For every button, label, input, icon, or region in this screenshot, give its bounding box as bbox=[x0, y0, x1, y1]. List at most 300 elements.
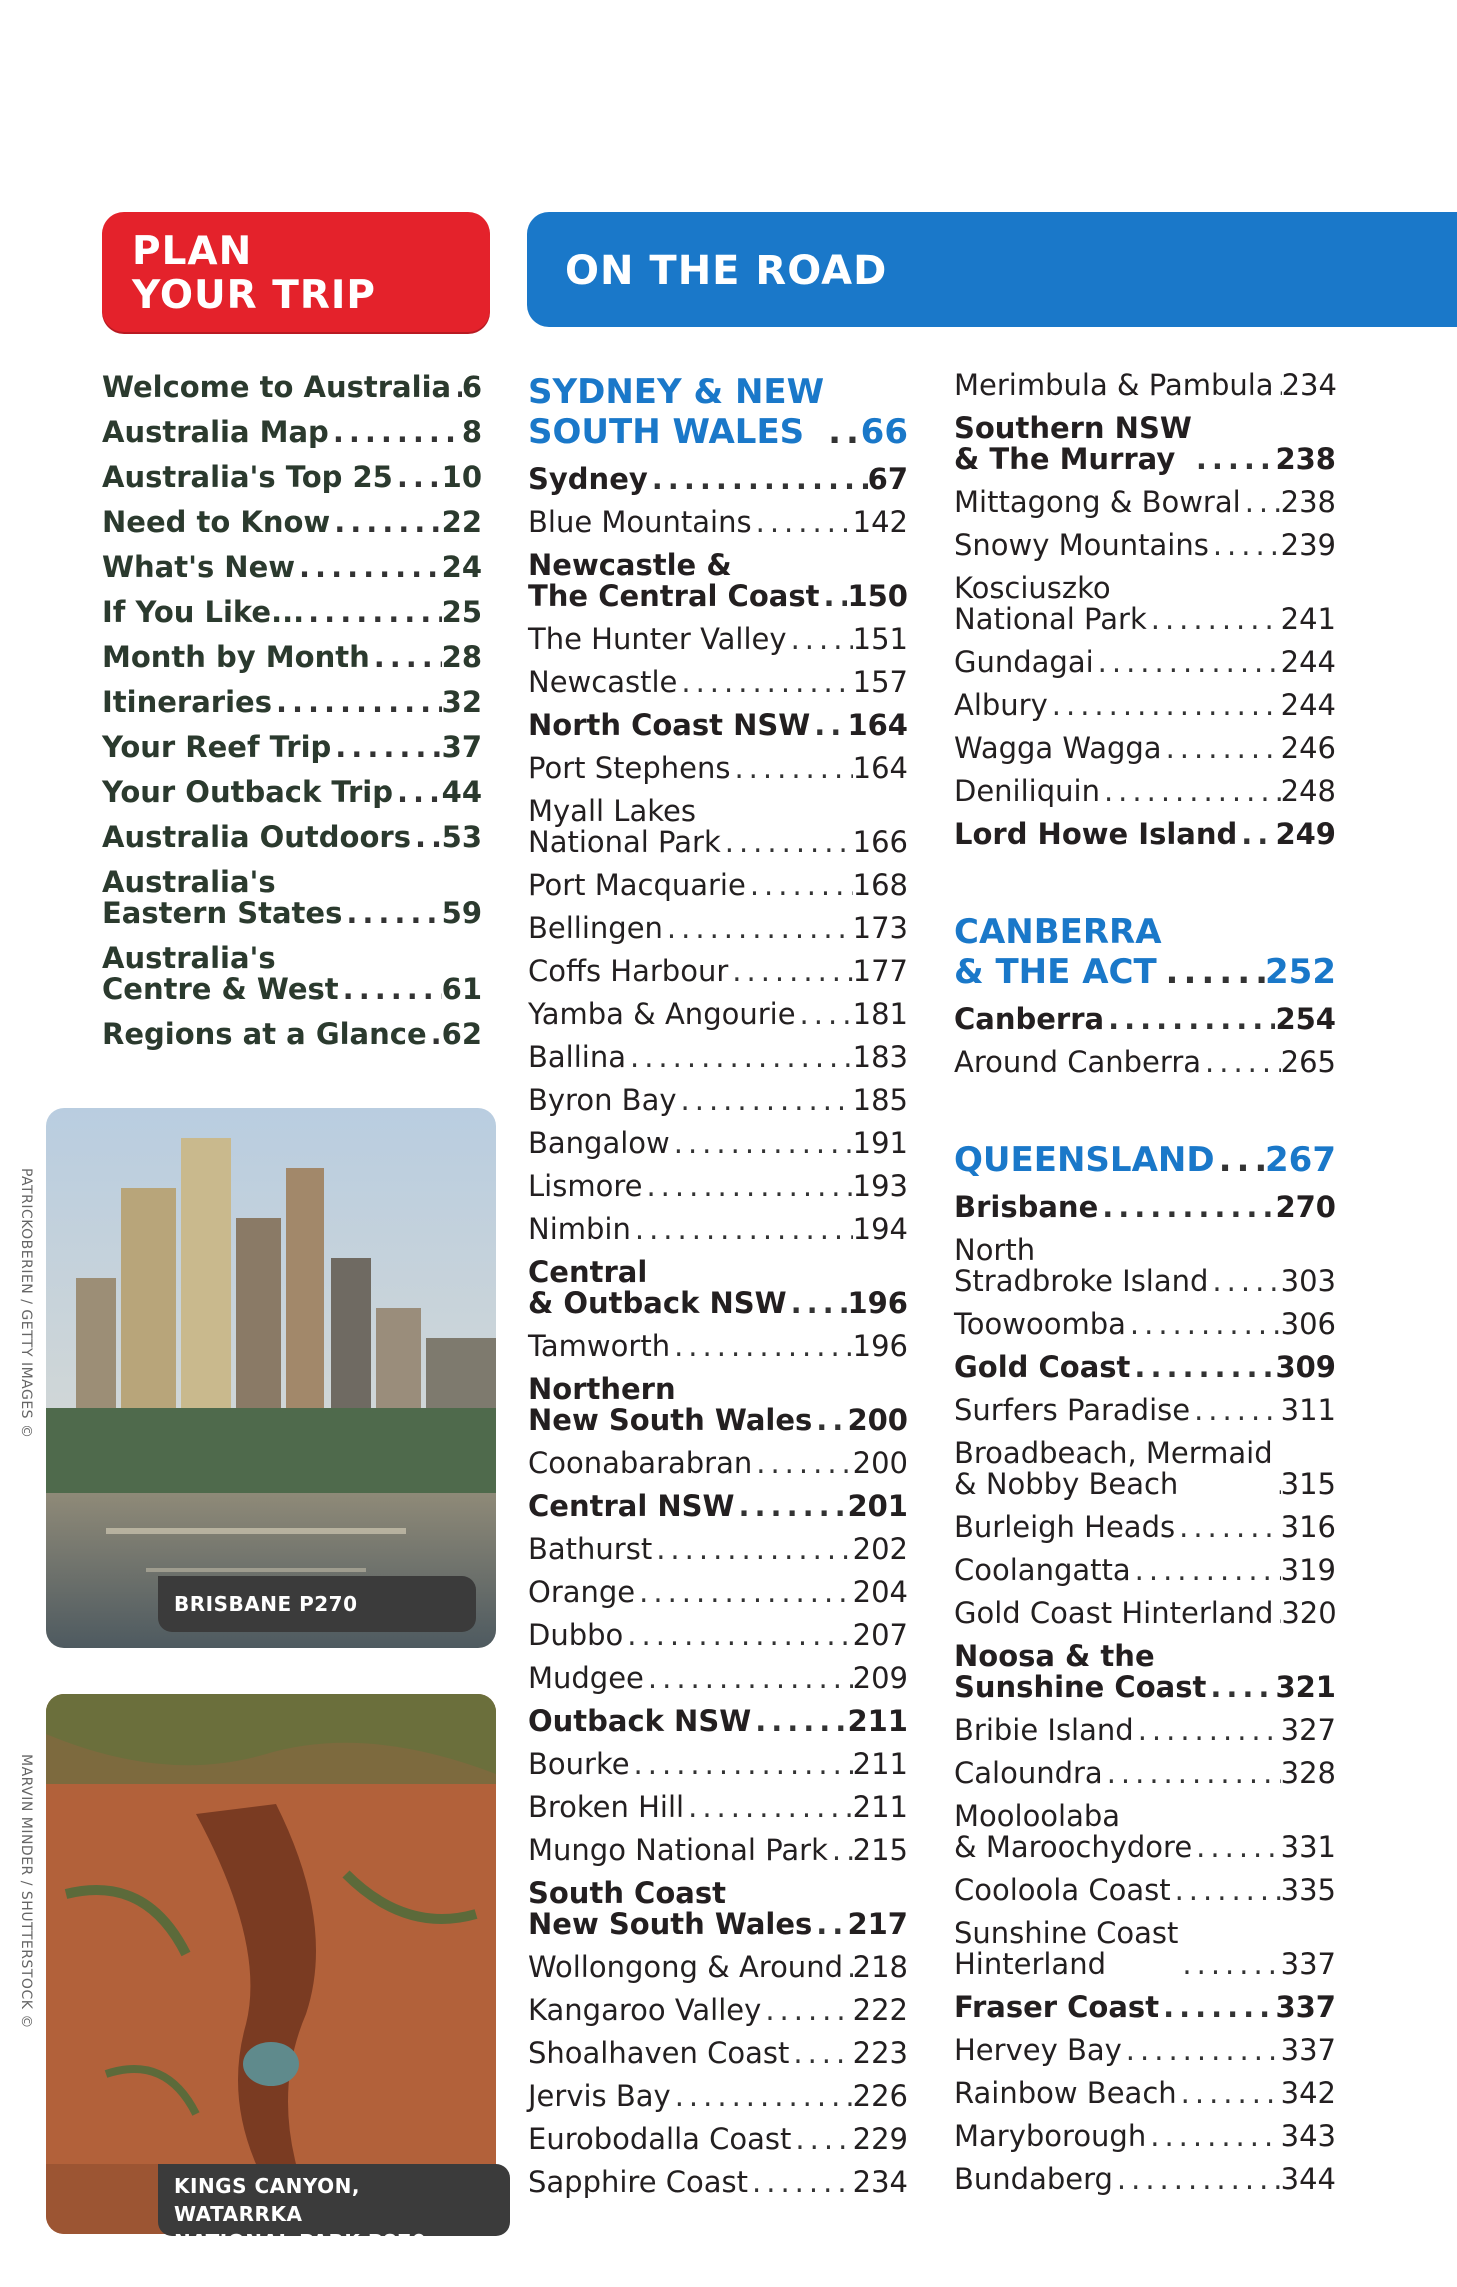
toc-entry-port-stephens bbox=[528, 753, 908, 784]
toc-entry-title bbox=[528, 2038, 789, 2069]
toc-leader-dots bbox=[828, 1835, 853, 1866]
toc-entry-title bbox=[954, 573, 1147, 635]
toc-leader-dots bbox=[735, 1491, 848, 1522]
toc-entry-title bbox=[528, 1620, 623, 1651]
toc-entry-queensland bbox=[954, 1140, 1336, 1180]
toc-entry-title-line: & THE ACT bbox=[954, 952, 1157, 992]
toc-entry-title bbox=[528, 1534, 652, 1565]
toc-page-number: 164 bbox=[852, 751, 908, 785]
toc-page-number: 25 bbox=[441, 595, 482, 629]
toc-entry-title bbox=[954, 2164, 1113, 2195]
toc-page-number: 254 bbox=[1275, 1002, 1336, 1036]
toc-leader-dots bbox=[427, 1019, 442, 1050]
toc-page-number: 194 bbox=[852, 1212, 908, 1246]
toc-leader-dots bbox=[331, 732, 441, 763]
kings-caption-line1: KINGS CANYON, WATARRKA bbox=[174, 2174, 360, 2226]
toc-leader-dots bbox=[1171, 1875, 1281, 1906]
toc-entry-nimbin bbox=[528, 1214, 908, 1245]
toc-page-number: 201 bbox=[847, 1489, 908, 1523]
toc-entry-title bbox=[528, 2124, 791, 2155]
toc-page-number: 67 bbox=[867, 462, 908, 496]
toc-entry-title-line: Month by Month bbox=[102, 640, 370, 674]
toc-entry-sydney-new-south-wales bbox=[528, 372, 908, 452]
toc-leader-dots bbox=[1241, 487, 1281, 518]
toc-entry-title bbox=[102, 597, 304, 628]
toc-leader-dots bbox=[339, 974, 442, 1005]
toc-page-number: 181 bbox=[852, 997, 908, 1031]
toc-entry-title bbox=[528, 1491, 735, 1522]
toc-entry-title bbox=[954, 776, 1100, 807]
toc-entry-canberra bbox=[954, 1004, 1336, 1035]
toc-entry-title bbox=[954, 1235, 1208, 1297]
toc-leader-dots bbox=[411, 822, 442, 853]
toc-page-number: 204 bbox=[852, 1575, 908, 1609]
toc-entry-title-line: North Coast NSW bbox=[528, 708, 811, 742]
toc-page-number: 248 bbox=[1280, 774, 1336, 808]
toc-leader-dots bbox=[1237, 819, 1275, 850]
toc-entry-title bbox=[954, 1598, 1273, 1629]
toc-leader-dots bbox=[644, 1663, 853, 1694]
toc-entry-title-line: Dubbo bbox=[528, 1618, 624, 1652]
toc-entry-byron-bay bbox=[528, 1085, 908, 1116]
toc-page-number: 53 bbox=[441, 820, 482, 854]
toc-entry-title bbox=[954, 2035, 1122, 2066]
toc-entry-bangalow bbox=[528, 1128, 908, 1159]
toc-entry-wagga-wagga bbox=[954, 733, 1336, 764]
toc-entry-title-line: Noosa & the bbox=[954, 1639, 1155, 1673]
toc-page-number: 215 bbox=[852, 1833, 908, 1867]
toc-leader-dots bbox=[1162, 733, 1281, 764]
toc-entry-title-line: Newcastle bbox=[528, 665, 678, 699]
toc-entry-title bbox=[954, 1192, 1098, 1223]
toc-entry-title bbox=[528, 1374, 812, 1436]
toc-entry-gold-coast bbox=[954, 1352, 1336, 1383]
toc-entry-itineraries bbox=[102, 687, 482, 718]
toc-page-number: 327 bbox=[1280, 1713, 1336, 1747]
toc-entry-mittagong-bowral bbox=[954, 487, 1336, 518]
toc-entry-title-line: SYDNEY & NEW bbox=[528, 372, 825, 412]
toc-entry-title bbox=[528, 1706, 751, 1737]
toc-page-number: 200 bbox=[852, 1446, 908, 1480]
toc-leader-dots bbox=[1130, 1352, 1275, 1383]
toc-page-number: 218 bbox=[852, 1950, 908, 1984]
toc-leader-dots bbox=[1162, 952, 1265, 992]
toc-entry-title bbox=[102, 552, 295, 583]
toc-leader-dots bbox=[630, 1749, 853, 1780]
toc-entry-title bbox=[528, 1952, 843, 1983]
toc-entry-around-canberra bbox=[954, 1047, 1336, 1078]
toc-leader-dots bbox=[684, 1792, 853, 1823]
toc-page-number: 196 bbox=[852, 1329, 908, 1363]
toc-leader-dots bbox=[748, 2167, 853, 2198]
toc-leader-dots bbox=[677, 667, 852, 698]
toc-page-number: 168 bbox=[852, 868, 908, 902]
plan-trip-list bbox=[102, 372, 482, 1064]
toc-entry-title-line: Northern bbox=[528, 1372, 676, 1406]
toc-entry-title-line: Hervey Bay bbox=[954, 2033, 1122, 2067]
toc-entry-title bbox=[102, 943, 339, 1005]
toc-entry-sydney bbox=[528, 464, 908, 495]
kings-caption-line2: NATIONAL PARK P870 bbox=[174, 2230, 427, 2254]
toc-entry-caloundra bbox=[954, 1758, 1336, 1789]
toc-page-number: 164 bbox=[847, 708, 908, 742]
toc-entry-title bbox=[528, 507, 752, 538]
toc-entry-title-line: Newcastle & bbox=[528, 548, 732, 582]
toc-leader-dots bbox=[370, 642, 442, 673]
toc-entry-title bbox=[102, 462, 393, 493]
toc-leader-dots bbox=[393, 462, 442, 493]
toc-leader-dots bbox=[295, 552, 442, 583]
toc-leader-dots bbox=[671, 2081, 853, 2112]
toc-entry-title bbox=[102, 417, 329, 448]
toc-entry-title bbox=[954, 733, 1162, 764]
toc-entry-title bbox=[954, 912, 1162, 992]
toc-entry-australia-s-centre-west bbox=[102, 943, 482, 1005]
toc-entry-your-outback-trip bbox=[102, 777, 482, 808]
toc-leader-dots bbox=[1103, 1758, 1281, 1789]
toc-entry-your-reef-trip bbox=[102, 732, 482, 763]
toc-entry-title bbox=[102, 777, 393, 808]
toc-entry-title-line: Bourke bbox=[528, 1747, 630, 1781]
toc-entry-title-line: Cooloola Coast bbox=[954, 1873, 1171, 1907]
toc-entry-title-line: Port Macquarie bbox=[528, 868, 746, 902]
toc-entry-title-line: Stradbroke Island bbox=[954, 1264, 1209, 1298]
toc-entry-title-line: Central bbox=[528, 1255, 648, 1289]
toc-page-number: 234 bbox=[1281, 368, 1337, 402]
toc-entry-title bbox=[954, 1875, 1171, 1906]
toc-leader-dots bbox=[824, 412, 861, 452]
toc-page-number: 344 bbox=[1280, 2162, 1336, 2196]
toc-entry-title bbox=[528, 1749, 630, 1780]
toc-entry-shoalhaven-coast bbox=[528, 2038, 908, 2069]
toc-entry-title-line: Coffs Harbour bbox=[528, 954, 729, 988]
toc-entry-title-line: Itineraries bbox=[102, 685, 272, 719]
toc-entry-title bbox=[954, 487, 1241, 518]
toc-leader-dots bbox=[1178, 1949, 1280, 1980]
toc-entry-title-line: Eurobodalla Coast bbox=[528, 2122, 792, 2156]
toc-entry-title bbox=[528, 1835, 828, 1866]
toc-entry-title bbox=[102, 867, 342, 929]
toc-leader-dots bbox=[1146, 2121, 1280, 2152]
toc-entry-title-line: & Maroochydore bbox=[954, 1830, 1193, 1864]
toc-entry-title bbox=[528, 753, 730, 784]
toc-page-number: 185 bbox=[852, 1083, 908, 1117]
toc-page-number: 270 bbox=[1275, 1190, 1336, 1224]
toc-leader-dots bbox=[342, 898, 441, 929]
toc-entry-title-line: Central NSW bbox=[528, 1489, 735, 1523]
toc-entry-title-line: Hinterland bbox=[954, 1947, 1106, 1981]
toc-leader-dots bbox=[1098, 1192, 1275, 1223]
toc-leader-dots bbox=[1175, 1512, 1281, 1543]
toc-entry-title bbox=[528, 2167, 748, 2198]
toc-page-number: 150 bbox=[847, 579, 908, 613]
toc-entry-title-line: Bellingen bbox=[528, 911, 663, 945]
toc-entry-jervis-bay bbox=[528, 2081, 908, 2112]
toc-leader-dots bbox=[393, 777, 442, 808]
toc-entry-albury bbox=[954, 690, 1336, 721]
toc-leader-dots bbox=[791, 2124, 852, 2155]
toc-entry-title-line: New South Wales bbox=[528, 1403, 813, 1437]
toc-entry-sapphire-coast bbox=[528, 2167, 908, 2198]
toc-entry-title bbox=[954, 1641, 1206, 1703]
toc-entry-title-line: Australia Outdoors bbox=[102, 820, 411, 854]
toc-entry-coolangatta bbox=[954, 1555, 1336, 1586]
toc-leader-dots bbox=[746, 870, 853, 901]
kings-canyon-photo-credit: MARVIN MINDER / SHUTTERSTOCK © bbox=[18, 1754, 34, 2029]
toc-entry-title bbox=[102, 372, 451, 403]
toc-entry-title-line: Canberra bbox=[954, 1002, 1105, 1036]
toc-page-number: 28 bbox=[441, 640, 482, 674]
toc-entry-australia-s-eastern-states bbox=[102, 867, 482, 929]
toc-page-number: 211 bbox=[852, 1790, 908, 1824]
toc-page-number: 319 bbox=[1280, 1553, 1336, 1587]
brisbane-photo-credit: PATRICKOBERIEN / GETTY IMAGES © bbox=[18, 1168, 34, 1439]
toc-page-number: 177 bbox=[852, 954, 908, 988]
toc-entry-title bbox=[528, 710, 810, 741]
toc-page-number: 320 bbox=[1281, 1596, 1337, 1630]
toc-entry-maryborough bbox=[954, 2121, 1336, 2152]
toc-entry-title-line: Bangalow bbox=[528, 1126, 670, 1160]
toc-leader-dots bbox=[812, 1909, 847, 1940]
toc-leader-dots bbox=[751, 1706, 847, 1737]
toc-entry-month-by-month bbox=[102, 642, 482, 673]
toc-entry-title-line: National Park bbox=[528, 825, 721, 859]
toc-page-number: 157 bbox=[852, 665, 908, 699]
toc-leader-dots bbox=[451, 372, 462, 403]
toc-entry-newcastle bbox=[528, 667, 908, 698]
toc-page-number: 246 bbox=[1280, 731, 1336, 765]
banner-plan-line1: PLAN bbox=[132, 229, 253, 274]
toc-entry-orange bbox=[528, 1577, 908, 1608]
toc-page-number: 306 bbox=[1280, 1307, 1336, 1341]
toc-page-number: 316 bbox=[1280, 1510, 1336, 1544]
toc-entry-title-line: Coolangatta bbox=[954, 1553, 1131, 1587]
toc-entry-title-line: Regions at a Glance bbox=[102, 1017, 427, 1051]
toc-entry-title-line: Coonabarabran bbox=[528, 1446, 753, 1480]
toc-entry-title-line: Lismore bbox=[528, 1169, 643, 1203]
toc-leader-dots bbox=[1147, 604, 1281, 635]
toc-entry-title bbox=[102, 732, 331, 763]
toc-entry-title bbox=[528, 1331, 670, 1362]
toc-entry-bundaberg bbox=[954, 2164, 1336, 2195]
toc-entry-title-line: Byron Bay bbox=[528, 1083, 677, 1117]
toc-entry-title-line: Jervis Bay bbox=[528, 2079, 671, 2113]
toc-leader-dots bbox=[1177, 2078, 1281, 2109]
toc-page-number: 10 bbox=[441, 460, 482, 494]
toc-entry-burleigh-heads bbox=[954, 1512, 1336, 1543]
toc-entry-bribie-island bbox=[954, 1715, 1336, 1746]
toc-entry-cooloola-coast bbox=[954, 1875, 1336, 1906]
kings-canyon-photo bbox=[46, 1694, 496, 2234]
toc-entry-title-line: Bathurst bbox=[528, 1532, 653, 1566]
toc-entry-dubbo bbox=[528, 1620, 908, 1651]
toc-entry-north-stradbroke-island bbox=[954, 1235, 1336, 1297]
toc-entry-title bbox=[528, 870, 746, 901]
toc-page-number: 37 bbox=[441, 730, 482, 764]
toc-entry-title-line: Blue Mountains bbox=[528, 505, 752, 539]
toc-entry-tamworth bbox=[528, 1331, 908, 1362]
toc-page-number: 311 bbox=[1280, 1393, 1336, 1427]
toc-entry-bellingen bbox=[528, 913, 908, 944]
toc-page-number: 66 bbox=[860, 412, 908, 452]
toc-page-number: 315 bbox=[1280, 1467, 1337, 1501]
brisbane-photo bbox=[46, 1108, 496, 1648]
toc-entry-title-line: Snowy Mountains bbox=[954, 528, 1209, 562]
toc-entry-central-nsw bbox=[528, 1491, 908, 1522]
toc-entry-title bbox=[954, 1309, 1126, 1340]
toc-entry-title-line: Kangaroo Valley bbox=[528, 1993, 762, 2027]
toc-entry-title bbox=[954, 370, 1274, 401]
toc-entry-title bbox=[528, 1042, 626, 1073]
toc-entry-australia-map bbox=[102, 417, 482, 448]
toc-entry-title bbox=[954, 413, 1192, 475]
toc-entry-mudgee bbox=[528, 1663, 908, 1694]
toc-entry-title-line: Caloundra bbox=[954, 1756, 1103, 1790]
toc-entry-title-line: Wagga Wagga bbox=[954, 731, 1162, 765]
toc-entry-title bbox=[528, 1878, 812, 1940]
toc-entry-welcome-to-australia bbox=[102, 372, 482, 403]
toc-leader-dots bbox=[1274, 370, 1282, 401]
toc-entry-title-line: Merimbula & Pambula bbox=[954, 368, 1274, 402]
toc-entry-title-line: Toowoomba bbox=[954, 1307, 1126, 1341]
toc-page-number: 24 bbox=[441, 550, 482, 584]
toc-leader-dots bbox=[810, 710, 847, 741]
toc-entry-title-line: Australia Map bbox=[102, 415, 329, 449]
toc-entry-lord-howe-island bbox=[954, 819, 1336, 850]
toc-leader-dots bbox=[1273, 1598, 1281, 1629]
toc-entry-title bbox=[954, 819, 1237, 850]
toc-page-number: 342 bbox=[1280, 2076, 1336, 2110]
toc-leader-dots bbox=[329, 417, 462, 448]
toc-page-number: 328 bbox=[1280, 1756, 1336, 1790]
toc-entry-sunshine-coast-hinterland bbox=[954, 1918, 1336, 1980]
toc-entry-title-line: Maryborough bbox=[954, 2119, 1147, 2153]
toc-entry-title bbox=[954, 1352, 1130, 1383]
toc-entry-title bbox=[528, 1257, 787, 1319]
toc-page-number: 337 bbox=[1280, 1947, 1336, 1981]
toc-entry-lismore bbox=[528, 1171, 908, 1202]
toc-leader-dots bbox=[623, 1620, 852, 1651]
toc-leader-dots bbox=[1122, 2035, 1281, 2066]
toc-entry-title-line: Your Outback Trip bbox=[102, 775, 393, 809]
toc-entry-title-line: Albury bbox=[954, 688, 1048, 722]
toc-entry-title bbox=[528, 956, 728, 987]
toc-page-number: 244 bbox=[1280, 645, 1336, 679]
toc-entry-title bbox=[954, 1992, 1159, 2023]
toc-entry-title bbox=[954, 1438, 1273, 1500]
toc-entry-northern-new-south-wales bbox=[528, 1374, 908, 1436]
toc-leader-dots bbox=[1131, 1555, 1281, 1586]
toc-entry-title-line: Mudgee bbox=[528, 1661, 644, 1695]
toc-leader-dots bbox=[670, 1128, 853, 1159]
toc-entry-gold-coast-hinterland bbox=[954, 1598, 1336, 1629]
toc-entry-title bbox=[528, 1171, 642, 1202]
toc-entry-title bbox=[954, 1140, 1215, 1180]
toc-entry-title-line: & The Murray bbox=[954, 442, 1176, 476]
toc-entry-title-line: Outback NSW bbox=[528, 1704, 752, 1738]
toc-entry-title-line: Lord Howe Island bbox=[954, 817, 1238, 851]
toc-entry-title bbox=[528, 1792, 684, 1823]
toc-entry-title-line: Shoalhaven Coast bbox=[528, 2036, 790, 2070]
toc-entry-kangaroo-valley bbox=[528, 1995, 908, 2026]
toc-entry-title bbox=[528, 1663, 644, 1694]
toc-page-number: 211 bbox=[852, 1747, 908, 1781]
toc-leader-dots bbox=[1192, 444, 1276, 475]
toc-entry-title bbox=[102, 1019, 427, 1050]
toc-entry-title-line: Gold Coast Hinterland bbox=[954, 1596, 1274, 1630]
toc-entry-title-line: Surfers Paradise bbox=[954, 1393, 1191, 1427]
toc-entry-outback-nsw bbox=[528, 1706, 908, 1737]
toc-entry-blue-mountains bbox=[528, 507, 908, 538]
toc-entry-title-line: North bbox=[954, 1233, 1036, 1267]
toc-entry-title-line: Deniliquin bbox=[954, 774, 1100, 808]
toc-entry-title-line: Tamworth bbox=[528, 1329, 671, 1363]
toc-entry-title-line: Brisbane bbox=[954, 1190, 1099, 1224]
toc-entry-need-to-know bbox=[102, 507, 482, 538]
toc-leader-dots bbox=[728, 956, 852, 987]
toc-entry-title-line: Fraser Coast bbox=[954, 1990, 1160, 2024]
toc-entry-title-line: Australia's Top 25 bbox=[102, 460, 393, 494]
toc-entry-canberra-the-act bbox=[954, 912, 1336, 992]
toc-entry-title-line: What's New bbox=[102, 550, 296, 584]
toc-entry-title bbox=[954, 530, 1209, 561]
toc-entry-title-line: Yamba & Angourie bbox=[528, 997, 796, 1031]
toc-page-number: 59 bbox=[441, 896, 482, 930]
on-the-road-list-right bbox=[954, 370, 1336, 2207]
toc-entry-title bbox=[528, 1214, 631, 1245]
toc-entry-title-line: Sunshine Coast bbox=[954, 1916, 1179, 1950]
toc-entry-title-line: Mungo National Park bbox=[528, 1833, 828, 1867]
toc-entry-title-line: National Park bbox=[954, 602, 1147, 636]
on-the-road-list-middle bbox=[528, 372, 908, 2210]
toc-entry-title-line: Bribie Island bbox=[954, 1713, 1134, 1747]
toc-entry-title bbox=[528, 1448, 752, 1479]
toc-entry-coonabarabran bbox=[528, 1448, 908, 1479]
toc-entry-mooloolaba-maroochydore bbox=[954, 1801, 1336, 1863]
toc-entry-the-hunter-valley bbox=[528, 624, 908, 655]
toc-leader-dots bbox=[642, 1171, 852, 1202]
toc-leader-dots bbox=[1215, 1140, 1265, 1180]
toc-entry-yamba-angourie bbox=[528, 999, 908, 1030]
toc-leader-dots bbox=[1113, 2164, 1281, 2195]
toc-leader-dots bbox=[752, 1448, 852, 1479]
toc-leader-dots bbox=[752, 507, 853, 538]
toc-entry-title-line: Port Stephens bbox=[528, 751, 731, 785]
toc-leader-dots bbox=[812, 1405, 847, 1436]
toc-entry-title-line: Myall Lakes bbox=[528, 794, 696, 828]
toc-page-number: 151 bbox=[852, 622, 908, 656]
toc-entry-title-line: Around Canberra bbox=[954, 1045, 1202, 1079]
toc-page-number: 226 bbox=[852, 2079, 908, 2113]
toc-entry-title-line: South Coast bbox=[528, 1876, 726, 1910]
toc-page-number: 234 bbox=[852, 2165, 908, 2199]
toc-entry-title-line: CANBERRA bbox=[954, 912, 1162, 952]
toc-page-number: 61 bbox=[441, 972, 482, 1006]
toc-entry-title bbox=[954, 2121, 1146, 2152]
toc-leader-dots bbox=[819, 581, 847, 612]
toc-leader-dots bbox=[796, 999, 853, 1030]
toc-entry-fraser-coast bbox=[954, 1992, 1336, 2023]
toc-entry-title bbox=[954, 1918, 1178, 1980]
toc-page-number: 337 bbox=[1275, 1990, 1336, 2024]
toc-leader-dots bbox=[1094, 647, 1281, 678]
toc-page-number: 239 bbox=[1280, 528, 1336, 562]
toc-entry-bourke bbox=[528, 1749, 908, 1780]
toc-entry-title-line: Nimbin bbox=[528, 1212, 631, 1246]
toc-entry-broadbeach-mermaid-nobby-beach bbox=[954, 1438, 1336, 1500]
toc-entry-title bbox=[954, 1512, 1175, 1543]
toc-leader-dots bbox=[1104, 1004, 1275, 1035]
